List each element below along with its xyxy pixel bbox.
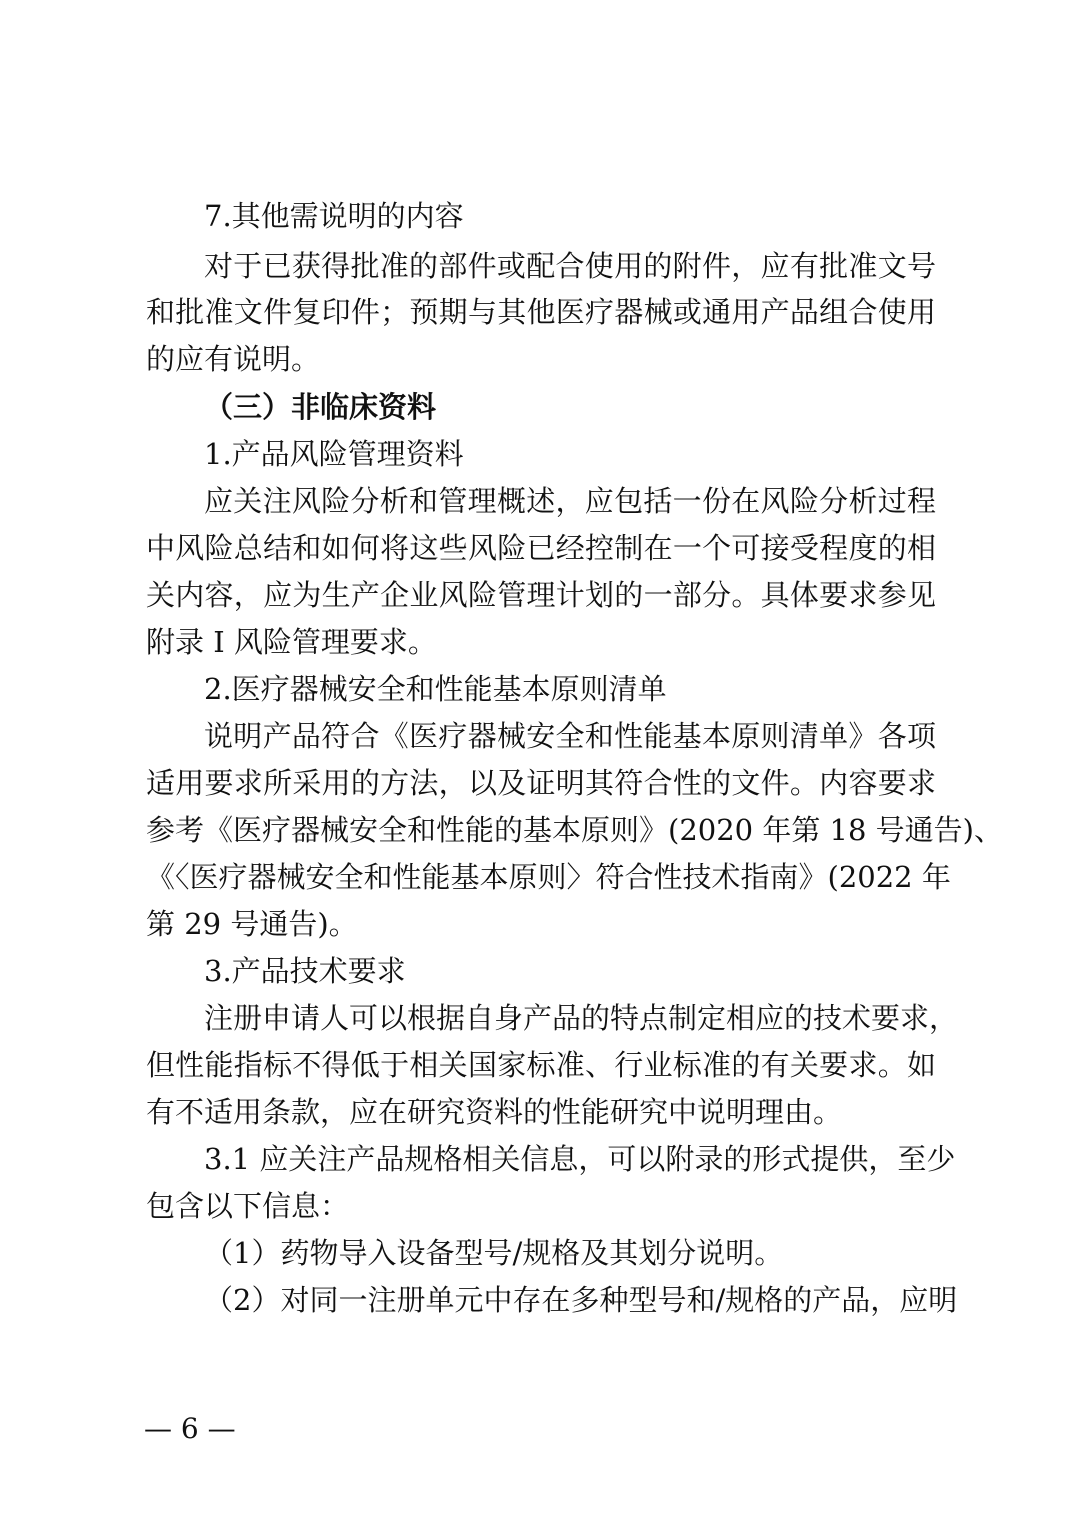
paragraph-line: 中风险总结和如何将这些风险已经控制在一个可接受程度的相 (146, 531, 936, 565)
section-heading-other-notes: 7.其他需说明的内容 (204, 199, 464, 233)
paragraph-line: 适用要求所采用的方法，以及证明其符合性的文件。内容要求 (146, 766, 936, 800)
paragraph-line: 说明产品符合《医疗器械安全和性能基本原则清单》各项 (204, 719, 936, 753)
section-heading-nonclinical: （三）非临床资料 (204, 390, 437, 424)
paragraph-line: 和批准文件复印件；预期与其他医疗器械或通用产品组合使用 (146, 295, 936, 329)
subsection-heading-risk-management: 1.产品风险管理资料 (204, 437, 464, 471)
paragraph-line: 参考《医疗器械安全和性能的基本原则》(2020 年第 18 号通告)、 (146, 813, 1003, 847)
paragraph-line: 对于已获得批准的部件或配合使用的附件，应有批准文号 (204, 249, 936, 283)
subsection-heading-technical-requirements: 3.产品技术要求 (204, 954, 406, 988)
paragraph-line: 附录 I 风险管理要求。 (146, 625, 437, 659)
list-item: （2）对同一注册单元中存在多种型号和/规格的产品，应明 (204, 1283, 958, 1317)
paragraph-line: 关内容，应为生产企业风险管理计划的一部分。具体要求参见 (146, 578, 936, 612)
paragraph-line: 的应有说明。 (146, 342, 321, 376)
paragraph-line: 《〈医疗器械安全和性能基本原则〉符合性技术指南》(2022 年 (146, 860, 951, 894)
paragraph-line: 有不适用条款，应在研究资料的性能研究中说明理由。 (146, 1095, 843, 1129)
paragraph-line: 3.1 应关注产品规格相关信息，可以附录的形式提供，至少 (204, 1142, 956, 1176)
subsection-heading-safety-principles: 2.医疗器械安全和性能基本原则清单 (204, 672, 667, 706)
paragraph-line: 应关注风险分析和管理概述，应包括一份在风险分析过程 (204, 484, 936, 518)
paragraph-line: 但性能指标不得低于相关国家标准、行业标准的有关要求。如 (146, 1048, 936, 1082)
page-number: — 6 — (144, 1412, 236, 1445)
paragraph-line: 注册申请人可以根据自身产品的特点制定相应的技术要求， (204, 1001, 959, 1035)
list-item: （1）药物导入设备型号/规格及其划分说明。 (204, 1236, 784, 1270)
paragraph-line: 包含以下信息： (146, 1189, 350, 1223)
paragraph-line: 第 29 号通告)。 (146, 907, 358, 941)
